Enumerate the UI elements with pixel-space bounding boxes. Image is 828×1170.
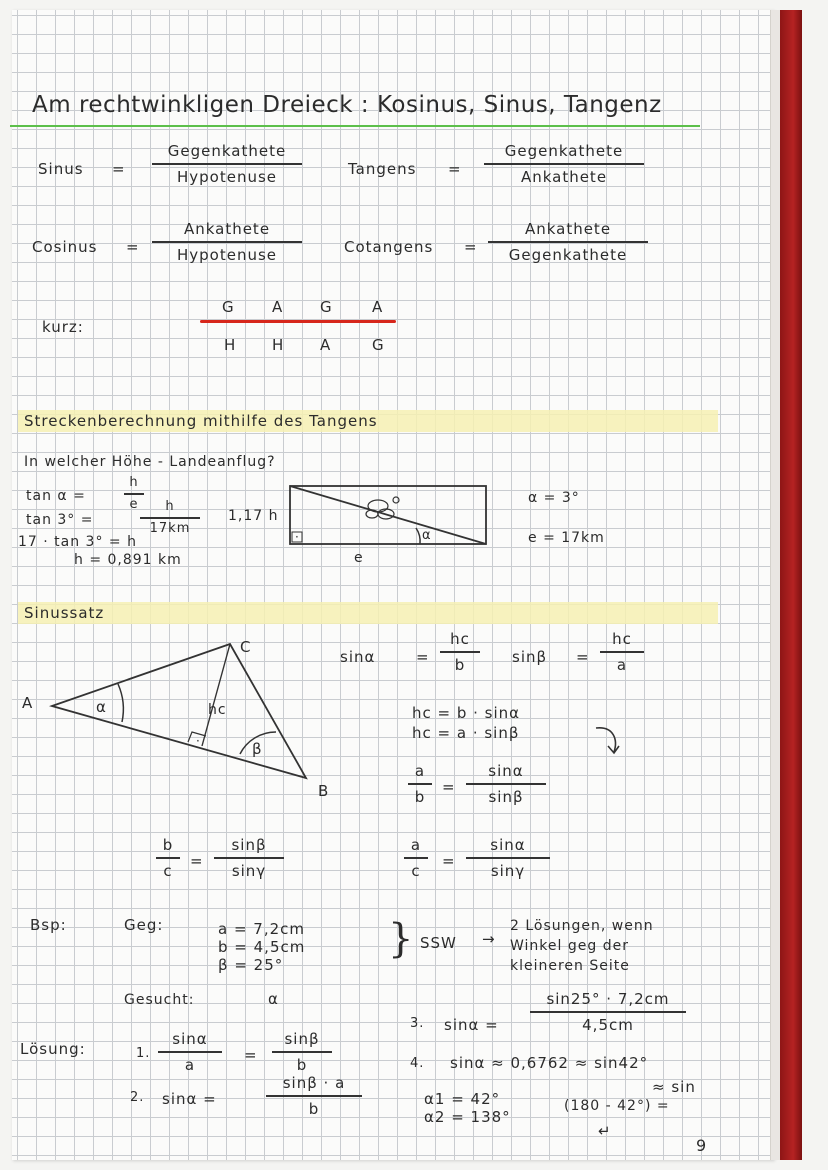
sinus-fraction <box>152 142 302 186</box>
cotangens-numerator: Ankathete <box>524 220 612 238</box>
fraction-numerator: sin25° · 7,2cm <box>546 990 670 1008</box>
section2-heading: Sinussatz <box>24 604 105 622</box>
ratio-bc-left <box>156 836 180 880</box>
height-line <box>202 644 230 746</box>
fraction-numerator: sinβ <box>231 836 267 854</box>
fraction-bar <box>152 241 302 243</box>
hc-equation-1: hc = b · sinα <box>412 704 521 722</box>
gesucht-value: α <box>268 990 279 1008</box>
given-alpha: α = 3° <box>528 490 580 506</box>
plane-doodle-icon <box>366 497 399 519</box>
kurz-red-line <box>200 320 396 323</box>
hc-equation-2: hc = a · sinβ <box>412 724 520 742</box>
eq1-fraction <box>440 630 480 674</box>
kurz-top-4: A <box>372 298 384 316</box>
fraction-denominator: b <box>454 655 466 674</box>
cosinus-denominator: Hypotenuse <box>176 245 278 264</box>
fraction-bar <box>158 1051 222 1053</box>
fraction-denominator: sinγ <box>490 861 526 880</box>
fraction-bar <box>440 651 480 653</box>
kurz-bottom-1: H <box>224 336 237 354</box>
fraction-bar <box>152 163 302 165</box>
fraction-bar <box>404 857 428 859</box>
tangens-label: Tangens <box>348 160 417 178</box>
fraction-bar <box>214 857 284 859</box>
diagonal-line <box>290 486 486 544</box>
kurz-bottom-2: H <box>272 336 285 354</box>
fraction-denominator: sinβ <box>488 787 524 806</box>
fraction-numerator: sinβ <box>284 1030 320 1048</box>
step3-number: 3. <box>410 1016 425 1031</box>
section1-heading: Streckenberechnung mithilfe des Tangens <box>24 412 378 430</box>
ratio-ac-equals: = <box>442 852 456 870</box>
tangens-fraction <box>484 142 644 186</box>
sinus-label: Sinus <box>38 160 84 178</box>
kurz-label: kurz: <box>42 318 84 336</box>
eq1-equals: = <box>416 648 430 666</box>
fraction-denominator: b <box>308 1099 320 1118</box>
vertex-b-label: B <box>318 782 330 800</box>
sinus-denominator: Hypotenuse <box>176 167 278 186</box>
ssw-label: SSW <box>420 934 457 952</box>
geg-label: Geg: <box>124 916 164 934</box>
landing-rectangle-diagram <box>288 484 488 548</box>
fraction-numerator: a <box>414 762 426 780</box>
kurz-bottom-4: G <box>372 336 385 354</box>
fraction-numerator: sinα <box>172 1030 208 1048</box>
step1-equals: = <box>244 1046 258 1064</box>
fraction-denominator: 4,5cm <box>582 1015 634 1034</box>
step1-right <box>272 1030 332 1074</box>
vertex-c-label: C <box>240 638 252 656</box>
rect-right-angle-dot: · <box>295 530 300 544</box>
fraction-denominator: a <box>616 655 628 674</box>
ratio-ac-right <box>466 836 550 880</box>
fraction-numerator: sinα <box>488 762 524 780</box>
fraction-bar <box>156 857 180 859</box>
step2-fraction <box>266 1074 362 1118</box>
tan-line3: 17 · tan 3° = h <box>18 534 137 550</box>
ssw-arrow: → <box>482 930 496 948</box>
ratio-bc-equals: = <box>190 852 204 870</box>
kurz-bottom-3: A <box>320 336 332 354</box>
fraction-bar <box>488 241 648 243</box>
fraction-numerator: h <box>129 475 139 490</box>
eq1-left: sinα <box>340 648 376 666</box>
eq2-left: sinβ <box>512 648 548 666</box>
tan-line2-fraction <box>140 500 200 536</box>
loesung-label: Lösung: <box>20 1040 86 1058</box>
brace: } <box>388 916 415 962</box>
alpha-arc <box>118 684 123 722</box>
title-underline <box>10 125 700 127</box>
cotangens-fraction <box>488 220 648 264</box>
ratio-ab-equals: = <box>442 778 456 796</box>
cosinus-fraction <box>152 220 302 264</box>
alpha2-result: α2 = 138° <box>424 1108 511 1126</box>
step4-supplement: (180 - 42°) = <box>564 1098 670 1114</box>
cosinus-numerator: Ankathete <box>183 220 271 238</box>
note-line-3: kleineren Seite <box>510 958 630 974</box>
fraction-bar <box>466 783 546 785</box>
step4-equation: sinα ≈ 0,6762 ≈ sin42° <box>450 1054 649 1072</box>
eq2-equals: = <box>576 648 590 666</box>
bsp-label: Bsp: <box>30 916 67 934</box>
angle-arc <box>416 528 420 544</box>
fraction-bar <box>272 1051 332 1053</box>
tangens-numerator: Gegenkathete <box>504 142 624 160</box>
fraction-numerator: hc <box>450 630 470 648</box>
kurz-top-1: G <box>222 298 235 316</box>
sinus-numerator: Gegenkathete <box>167 142 287 160</box>
fraction-denominator: 17km <box>149 520 191 536</box>
fraction-numerator: h <box>165 499 175 514</box>
beta-label: β <box>252 740 263 758</box>
fraction-bar <box>140 517 200 519</box>
fraction-denominator: b <box>414 787 426 806</box>
tan-line4: h = 0,891 km <box>74 552 182 568</box>
ratio-ab-left <box>408 762 432 806</box>
hc-label: hc <box>208 702 227 718</box>
section2-highlight <box>18 602 718 624</box>
triangle-outline <box>52 644 306 778</box>
sinus-equals: = <box>112 160 126 178</box>
alpha1-result: α1 = 42° <box>424 1090 501 1108</box>
notebook-binding <box>780 10 802 1160</box>
fraction-bar <box>408 783 432 785</box>
alpha-label: α <box>96 698 107 716</box>
vertex-a-label: A <box>22 694 34 712</box>
page-title: Am rechtwinkligen Dreieck : Kosinus, Sinus, Tangenz <box>32 92 662 118</box>
page-number: 9 <box>696 1136 708 1155</box>
tan-line2-left: tan 3° = <box>26 512 94 528</box>
ratio-ac-left <box>404 836 428 880</box>
given-a: a = 7,2cm <box>218 920 306 938</box>
rect-angle-label: α <box>422 528 432 543</box>
eq2-fraction <box>600 630 644 674</box>
fraction-bar <box>484 163 644 165</box>
given-b: b = 4,5cm <box>218 938 306 956</box>
step3-fraction <box>530 990 686 1034</box>
rect-bottom-label: e <box>354 550 364 566</box>
right-angle-dot: · <box>196 734 201 748</box>
ratio-ab-right <box>466 762 546 806</box>
gesucht-label: Gesucht: <box>124 992 195 1008</box>
cotangens-denominator: Gegenkathete <box>508 245 628 264</box>
cosinus-label: Cosinus <box>32 238 98 256</box>
fraction-denominator: c <box>163 861 173 880</box>
note-line-2: Winkel geg der <box>510 938 629 954</box>
given-beta: β = 25° <box>218 956 284 974</box>
step2-number: 2. <box>130 1090 145 1105</box>
fraction-denominator: b <box>296 1055 308 1074</box>
tangens-denominator: Ankathete <box>520 167 608 186</box>
given-e: e = 17km <box>528 530 605 546</box>
tan-line1-left: tan α = <box>26 488 86 504</box>
notebook-page <box>12 10 774 1160</box>
fraction-numerator: sinβ · a <box>282 1074 346 1092</box>
curved-arrow-icon <box>592 722 626 758</box>
fraction-denominator: sinγ <box>231 861 267 880</box>
fraction-bar <box>466 857 550 859</box>
kurz-top-3: G <box>320 298 333 316</box>
step1-left <box>158 1030 222 1074</box>
cotangens-label: Cotangens <box>344 238 434 256</box>
rect-side-label: 1,17 h <box>228 508 279 524</box>
step4-approx-sin: ≈ sin <box>652 1078 696 1096</box>
tangens-equals: = <box>448 160 462 178</box>
step4-number: 4. <box>410 1056 425 1071</box>
section1-question: In welcher Höhe - Landeanflug? <box>24 454 276 470</box>
fraction-bar <box>600 651 644 653</box>
kurz-top-2: A <box>272 298 284 316</box>
fraction-denominator: e <box>129 496 139 512</box>
fraction-numerator: hc <box>612 630 632 648</box>
fraction-bar <box>266 1095 362 1097</box>
sinussatz-triangle <box>40 636 330 796</box>
ratio-bc-right <box>214 836 284 880</box>
fraction-bar <box>530 1011 686 1013</box>
cotangens-equals: = <box>464 238 478 256</box>
fraction-denominator: a <box>184 1055 196 1074</box>
cosinus-equals: = <box>126 238 140 256</box>
fraction-bar <box>124 493 144 495</box>
step1-number: 1. <box>136 1046 151 1061</box>
step3-left: sinα = <box>444 1016 499 1034</box>
fraction-numerator: b <box>162 836 174 854</box>
fraction-denominator: c <box>411 861 421 880</box>
return-arrow: ↵ <box>598 1122 612 1140</box>
fraction-numerator: a <box>410 836 422 854</box>
note-line-1: 2 Lösungen, wenn <box>510 918 654 934</box>
step2-left: sinα = <box>162 1090 217 1108</box>
fraction-numerator: sinα <box>490 836 526 854</box>
